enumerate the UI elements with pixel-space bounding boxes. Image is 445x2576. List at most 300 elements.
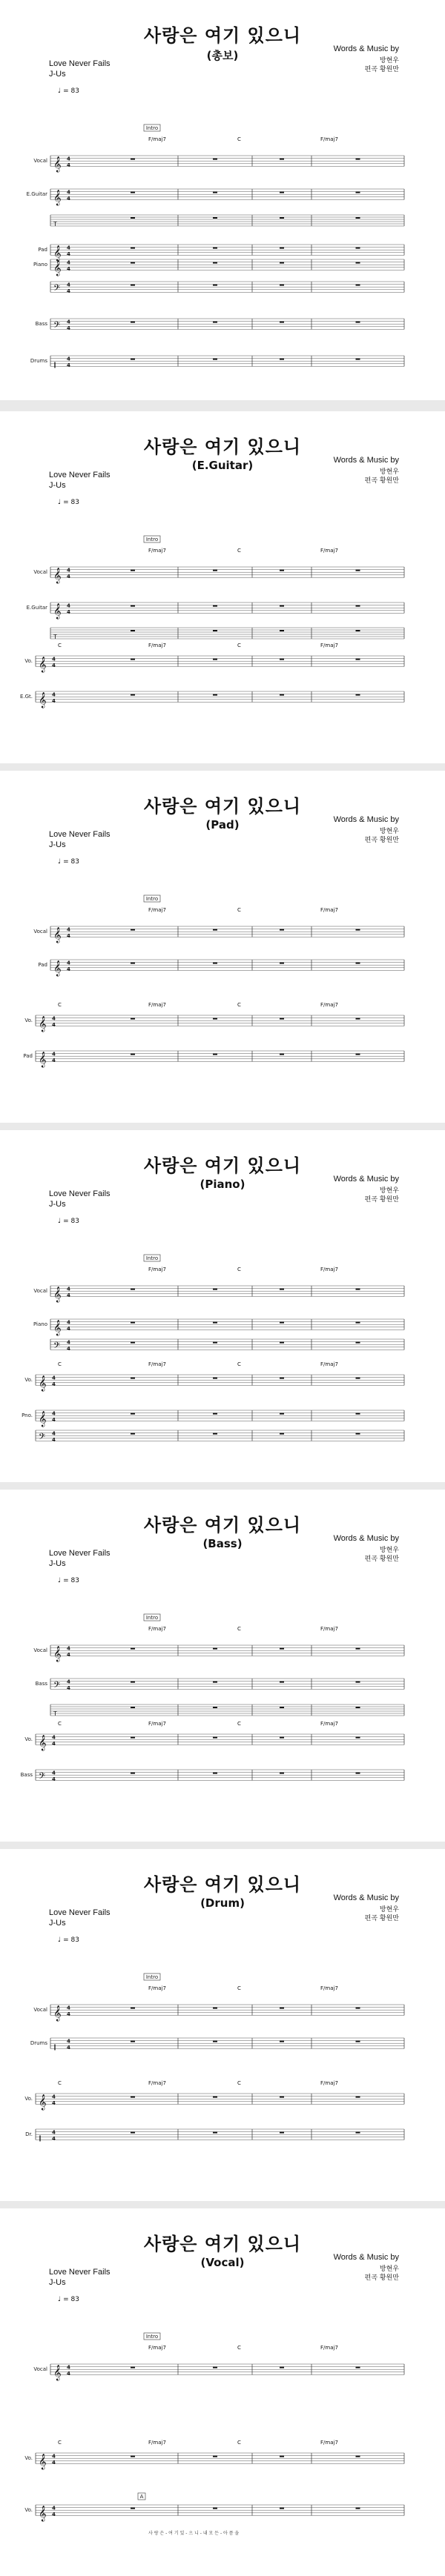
staff-label: E.Guitar: [26, 191, 47, 198]
chord-symbol: C: [237, 1002, 241, 1008]
rest-icon: [280, 1707, 284, 1708]
chord-symbol: F/maj7: [148, 1721, 166, 1727]
clef-icon: 𝄞: [53, 603, 62, 620]
staff: [50, 2005, 404, 2021]
time-signature-icon: 4: [52, 1770, 56, 1776]
time-signature-icon: 4: [67, 319, 70, 325]
staff: [50, 1645, 404, 1662]
rest-icon: [131, 1342, 135, 1344]
staff: [50, 2038, 404, 2051]
time-signature-icon: 4: [67, 288, 70, 294]
rest-icon: [280, 192, 284, 193]
english-title: Love Never Fails: [49, 471, 111, 479]
clef-icon: ‖: [53, 361, 56, 368]
staff: [36, 691, 404, 708]
time-signature-icon: 4: [52, 1021, 56, 1028]
rest-icon: [280, 217, 284, 219]
rest-icon: [131, 2132, 135, 2134]
clef-icon: 𝄢: [39, 1771, 46, 1784]
rest-icon: [280, 2456, 284, 2457]
rest-icon: [213, 570, 217, 571]
staff: [50, 282, 404, 295]
staff: [50, 1339, 404, 1352]
time-signature-icon: 4: [67, 189, 70, 196]
credit-composer: 방현우: [379, 1187, 399, 1195]
credit-composer: 방현우: [379, 468, 399, 476]
clef-icon: 𝄢: [53, 320, 61, 333]
staff-label: Bass: [35, 321, 47, 328]
rest-icon: [213, 605, 217, 607]
rest-icon: [356, 1322, 360, 1324]
rest-icon: [131, 192, 135, 193]
staff-label: Pad: [38, 247, 47, 253]
chord-symbol: C: [237, 1721, 241, 1727]
time-signature-icon: 4: [67, 573, 70, 580]
score-svg: [0, 1130, 445, 1482]
tempo-marking: ♩ = 83: [58, 2296, 79, 2303]
english-title: Love Never Fails: [49, 1189, 111, 1198]
page-title: 사랑은 여기 있으니: [143, 1515, 302, 1536]
time-signature-icon: 4: [52, 1410, 56, 1417]
english-title: Love Never Fails: [49, 59, 111, 68]
rehearsal-mark: Intro: [145, 1974, 159, 1980]
time-signature-icon: 4: [67, 960, 70, 966]
credit-label: Words & Music by: [333, 44, 399, 53]
score-svg: [0, 2208, 445, 2576]
clef-icon: 𝄞: [39, 657, 47, 673]
artist-name: J-Us: [49, 2278, 66, 2287]
rest-icon: [280, 1773, 284, 1774]
time-signature-icon: 4: [67, 567, 70, 574]
staff-label: Pad: [38, 962, 47, 969]
rest-icon: [356, 1737, 360, 1739]
credit-composer: 방현우: [379, 828, 399, 835]
staff: [36, 1734, 404, 1750]
clef-icon: 𝄞: [53, 190, 62, 206]
time-signature-icon: 4: [67, 602, 70, 609]
staff: [36, 2129, 404, 2142]
staff: [50, 926, 404, 943]
staff-label: Vocal: [33, 569, 47, 576]
rest-icon: [131, 2041, 135, 2042]
rest-icon: [356, 2041, 360, 2042]
staff-label: Vo.: [24, 658, 33, 665]
clef-icon: 𝄞: [39, 2454, 47, 2470]
rest-icon: [213, 262, 217, 264]
staff-label: Pad: [23, 1053, 33, 1060]
time-signature-icon: 4: [52, 2511, 56, 2517]
staff: [50, 960, 404, 976]
rest-icon: [356, 1378, 360, 1379]
clef-icon: ‖: [53, 2043, 56, 2051]
rest-icon: [213, 1707, 217, 1708]
chord-symbol: C: [58, 643, 62, 648]
rest-icon: [131, 929, 135, 931]
rest-icon: [280, 1322, 284, 1324]
tempo-marking: ♩ = 83: [58, 1577, 79, 1584]
clef-icon: 𝄞: [39, 1016, 47, 1032]
staff-label: Vo.: [24, 2455, 33, 2462]
rest-icon: [280, 630, 284, 631]
part-subtitle: (Bass): [202, 1537, 243, 1550]
clef-icon: 𝄞: [39, 1411, 47, 1427]
score-svg: [0, 771, 445, 1123]
time-signature-icon: 4: [67, 1345, 70, 1352]
time-signature-icon: 4: [67, 1319, 70, 1326]
rest-icon: [280, 1378, 284, 1379]
rest-icon: [280, 2508, 284, 2509]
score-svg: [0, 1490, 445, 1842]
chord-symbol: C: [237, 1267, 241, 1272]
credit-arranger: 편곡 황원만: [364, 66, 399, 73]
rest-icon: [213, 1737, 217, 1739]
credit-label: Words & Music by: [333, 1893, 399, 1902]
chord-symbol: F/maj7: [320, 2080, 338, 2086]
time-signature-icon: 4: [67, 2005, 70, 2011]
rest-icon: [280, 963, 284, 964]
time-signature-icon: 4: [67, 926, 70, 933]
rest-icon: [213, 1054, 217, 1055]
chord-symbol: F/maj7: [320, 1267, 338, 1272]
page-title: 사랑은 여기 있으니: [143, 436, 302, 457]
time-signature-icon: 4: [52, 1375, 56, 1381]
rest-icon: [131, 570, 135, 571]
time-signature-icon: 4: [67, 1286, 70, 1292]
rest-icon: [131, 1378, 135, 1379]
rest-icon: [356, 694, 360, 696]
time-signature-icon: 4: [52, 1057, 56, 1063]
rest-icon: [356, 605, 360, 607]
rest-icon: [356, 1682, 360, 1683]
credit-label: Words & Music by: [333, 1534, 399, 1543]
staff: [50, 319, 404, 332]
rest-icon: [131, 1322, 135, 1324]
clef-icon: 𝄞: [53, 260, 62, 276]
time-signature-icon: 4: [52, 1381, 56, 1387]
page-title: 사랑은 여기 있으니: [143, 1155, 302, 1176]
credit-arranger: 편곡 황원만: [364, 2274, 399, 2282]
time-signature-icon: 4: [52, 656, 56, 663]
staff-label: Vocal: [33, 2366, 47, 2373]
rest-icon: [213, 2367, 217, 2368]
staff-label: Vocal: [33, 929, 47, 935]
time-signature-icon: 4: [67, 1645, 70, 1652]
time-signature-icon: 4: [52, 2129, 56, 2136]
time-signature-icon: 4: [52, 2453, 56, 2460]
rest-icon: [356, 262, 360, 264]
artist-name: J-Us: [49, 1200, 66, 1209]
clef-icon: 𝄞: [39, 1375, 47, 1392]
chord-symbol: F/maj7: [148, 1267, 166, 1272]
rest-icon: [280, 2132, 284, 2134]
staff-label: Vo.: [24, 1018, 33, 1024]
rest-icon: [356, 159, 360, 160]
staff: [50, 1286, 404, 1302]
rest-icon: [131, 1018, 135, 1020]
staff: [36, 2505, 404, 2521]
rest-icon: [213, 1682, 217, 1683]
time-signature-icon: 4: [52, 697, 56, 704]
credit-arranger: 편곡 황원만: [364, 1915, 399, 1922]
english-title: Love Never Fails: [49, 2268, 111, 2277]
page-title: 사랑은 여기 있으니: [143, 25, 302, 46]
tempo-marking: ♩ = 83: [58, 499, 79, 506]
english-title: Love Never Fails: [49, 1908, 111, 1917]
credit-arranger: 편곡 황원만: [364, 837, 399, 844]
staff: [36, 1770, 404, 1783]
rest-icon: [131, 1433, 135, 1435]
time-signature-icon: 4: [67, 245, 70, 251]
chord-symbol: F/maj7: [320, 1985, 338, 1991]
rest-icon: [131, 359, 135, 360]
rest-icon: [280, 1018, 284, 1020]
time-signature-icon: 4: [52, 1051, 56, 1058]
clef-icon: 𝄞: [53, 1320, 62, 1336]
time-signature-icon: 4: [52, 691, 56, 698]
staff-label: Pno.: [22, 1413, 33, 1419]
chord-symbol: C: [237, 2080, 241, 2086]
chord-symbol: C: [237, 907, 241, 913]
rest-icon: [131, 285, 135, 286]
staff: [50, 259, 404, 276]
artist-name: J-Us: [49, 1559, 66, 1568]
score-page: [0, 0, 445, 400]
credit-arranger: 편곡 황원만: [364, 1196, 399, 1204]
staff: [50, 2364, 404, 2380]
staff: [50, 189, 404, 205]
rest-icon: [280, 1413, 284, 1415]
staff: [36, 2094, 404, 2110]
rest-icon: [356, 285, 360, 286]
rest-icon: [131, 605, 135, 607]
chord-symbol: C: [237, 1985, 241, 1991]
clef-icon: 𝄞: [53, 568, 62, 584]
staff-label: Drums: [30, 2040, 47, 2047]
tempo-marking: ♩ = 83: [58, 87, 79, 95]
chord-symbol: F/maj7: [320, 1721, 338, 1727]
credit-composer: 방현우: [379, 57, 399, 64]
rest-icon: [280, 2097, 284, 2098]
staff-label: Drums: [30, 358, 47, 365]
artist-name: J-Us: [49, 840, 66, 849]
credit-label: Words & Music by: [333, 815, 399, 824]
rehearsal-mark: Intro: [145, 1615, 159, 1621]
score-svg: [0, 0, 445, 400]
score-page: [0, 1490, 445, 1842]
rehearsal-mark: Intro: [145, 2334, 159, 2340]
staff-label: Vocal: [33, 1288, 47, 1295]
page-title: 사랑은 여기 있으니: [143, 796, 302, 817]
rest-icon: [356, 1289, 360, 1290]
staff-label: Vo.: [24, 2507, 33, 2514]
rest-icon: [280, 1737, 284, 1739]
rest-icon: [356, 359, 360, 360]
staff: [50, 602, 404, 619]
chord-symbol: F/maj7: [148, 1985, 166, 1991]
rest-icon: [213, 2008, 217, 2009]
rest-icon: [213, 1342, 217, 1344]
time-signature-icon: 4: [67, 325, 70, 331]
time-signature-icon: 4: [67, 2044, 70, 2051]
rest-icon: [356, 322, 360, 323]
rest-icon: [356, 2008, 360, 2009]
rest-icon: [280, 1433, 284, 1435]
rest-icon: [280, 322, 284, 323]
rest-icon: [131, 248, 135, 249]
artist-name: J-Us: [49, 70, 66, 79]
rest-icon: [213, 1322, 217, 1324]
artist-name: J-Us: [49, 1919, 66, 1928]
rest-icon: [131, 963, 135, 964]
rest-icon: [280, 1054, 284, 1055]
chord-symbol: F/maj7: [320, 136, 338, 142]
rest-icon: [131, 2097, 135, 2098]
time-signature-icon: 4: [67, 1651, 70, 1658]
clef-icon: 𝄞: [53, 156, 62, 173]
rest-icon: [280, 359, 284, 360]
score-svg: [0, 411, 445, 763]
rest-icon: [213, 1018, 217, 1020]
chord-symbol: C: [237, 2345, 241, 2351]
clef-icon: 𝄢: [53, 1341, 61, 1353]
staff: [36, 1375, 404, 1391]
rest-icon: [280, 929, 284, 931]
rest-icon: [131, 1737, 135, 1739]
rehearsal-mark: Intro: [145, 1255, 159, 1261]
part-subtitle: (총보): [206, 49, 239, 62]
rest-icon: [131, 1682, 135, 1683]
rehearsal-mark: Intro: [145, 125, 159, 131]
page-title: 사랑은 여기 있으니: [143, 1874, 302, 1895]
staff-label: Vocal: [33, 1647, 47, 1654]
rest-icon: [356, 963, 360, 964]
rest-icon: [213, 694, 217, 696]
time-signature-icon: 4: [67, 250, 70, 257]
rest-icon: [131, 2367, 135, 2368]
rest-icon: [356, 248, 360, 249]
rest-icon: [356, 570, 360, 571]
rest-icon: [213, 659, 217, 660]
rest-icon: [131, 694, 135, 696]
chord-symbol: F/maj7: [148, 1002, 166, 1008]
rest-icon: [131, 262, 135, 264]
time-signature-icon: 4: [67, 362, 70, 368]
staff-label: Piano: [33, 262, 47, 268]
rest-icon: [280, 570, 284, 571]
chord-symbol: F/maj7: [320, 907, 338, 913]
rest-icon: [356, 2508, 360, 2509]
rest-icon: [213, 929, 217, 931]
rest-icon: [213, 2132, 217, 2134]
chord-symbol: C: [58, 1361, 62, 1367]
rest-icon: [131, 2456, 135, 2457]
time-signature-icon: 4: [52, 662, 56, 668]
score-page: [0, 1130, 445, 1482]
rest-icon: [280, 1342, 284, 1344]
chord-symbol: F/maj7: [148, 1626, 166, 1632]
chord-symbol: C: [237, 2440, 241, 2446]
rest-icon: [280, 2008, 284, 2009]
time-signature-icon: 4: [52, 1430, 56, 1437]
rest-icon: [213, 1289, 217, 1290]
time-signature-icon: 4: [52, 1436, 56, 1443]
time-signature-icon: 4: [67, 1325, 70, 1332]
rest-icon: [213, 1648, 217, 1650]
staff: [50, 1679, 404, 1692]
staff-label: E.Gt.: [19, 694, 33, 700]
rest-icon: [131, 2008, 135, 2009]
rest-icon: [213, 192, 217, 193]
time-signature-icon: 4: [67, 162, 70, 168]
clef-icon: T: [53, 221, 57, 228]
time-signature-icon: 4: [52, 2135, 56, 2142]
staff-label: E.Guitar: [26, 605, 47, 611]
clef-icon: T: [53, 1710, 57, 1717]
rest-icon: [131, 1648, 135, 1650]
rest-icon: [131, 2508, 135, 2509]
time-signature-icon: 4: [67, 1339, 70, 1346]
chord-symbol: F/maj7: [148, 2080, 166, 2086]
clef-icon: 𝄞: [39, 692, 47, 708]
time-signature-icon: 4: [67, 2370, 70, 2377]
rest-icon: [213, 2508, 217, 2509]
time-signature-icon: 4: [67, 966, 70, 972]
english-title: Love Never Fails: [49, 1549, 111, 1558]
rest-icon: [356, 2456, 360, 2457]
clef-icon: 𝄞: [39, 1052, 47, 1068]
time-signature-icon: 4: [52, 1015, 56, 1022]
chord-symbol: C: [58, 1721, 62, 1727]
tempo-marking: ♩ = 83: [58, 858, 79, 866]
rest-icon: [356, 217, 360, 219]
time-signature-icon: 4: [67, 282, 70, 288]
time-signature-icon: 4: [67, 932, 70, 939]
rest-icon: [356, 2097, 360, 2098]
credit-label: Words & Music by: [333, 1175, 399, 1184]
chord-symbol: C: [58, 2440, 62, 2446]
time-signature-icon: 4: [67, 265, 70, 272]
chord-symbol: F/maj7: [148, 2345, 166, 2351]
clef-icon: 𝄞: [53, 1287, 62, 1303]
rest-icon: [131, 322, 135, 323]
rest-icon: [356, 1054, 360, 1055]
rest-icon: [280, 694, 284, 696]
chord-symbol: C: [237, 1626, 241, 1632]
staff: [50, 245, 404, 261]
rest-icon: [356, 1648, 360, 1650]
lyrics-line: 사 랑 은 - 여 기 있 - 으 니 - 내 모 든 - 아 픔 을: [148, 2531, 240, 2536]
rest-icon: [131, 630, 135, 631]
chord-symbol: C: [58, 2080, 62, 2086]
rest-icon: [213, 322, 217, 323]
rest-icon: [356, 192, 360, 193]
rest-icon: [280, 159, 284, 160]
chord-symbol: F/maj7: [148, 548, 166, 554]
chord-symbol: C: [237, 643, 241, 648]
clef-icon: 𝄢: [39, 1432, 46, 1444]
staff-label: Dr.: [25, 2131, 33, 2138]
credit-arranger: 편곡 황원만: [364, 477, 399, 485]
clef-icon: 𝄞: [53, 1646, 62, 1662]
staff: [50, 1319, 404, 1335]
staff: [50, 628, 404, 640]
rest-icon: [280, 2041, 284, 2042]
rest-icon: [280, 248, 284, 249]
rest-icon: [213, 285, 217, 286]
rest-icon: [131, 159, 135, 160]
rest-icon: [280, 262, 284, 264]
rest-icon: [280, 2367, 284, 2368]
